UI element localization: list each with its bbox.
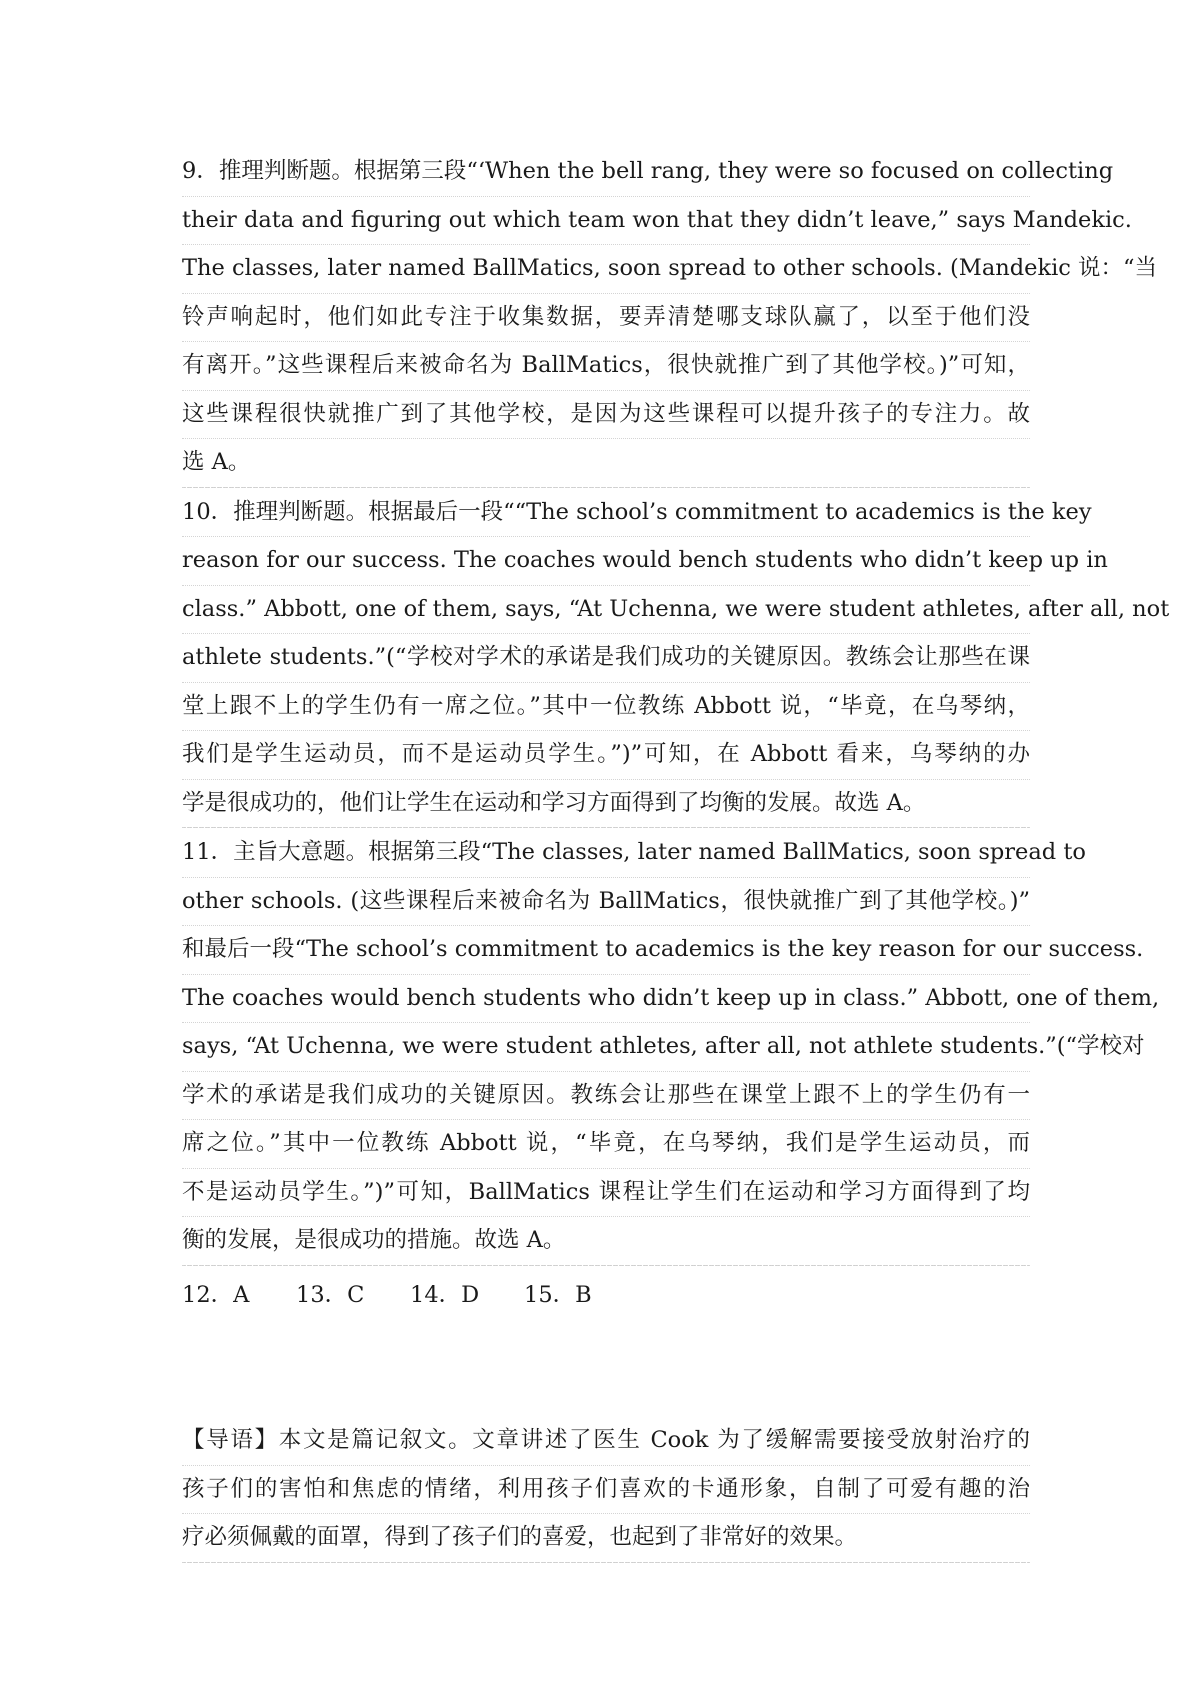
text-line: The coaches would bench students who didn’t keep up in class.” Abbott, one of them, xyxy=(182,975,1030,1024)
text-line: 不是运动员学生。”)”可知，BallMatics 课程让学生们在运动和学习方面得到了均 xyxy=(182,1169,1030,1218)
text-line: reason for our success. The coaches would bench students who didn’t keep up in xyxy=(182,537,1030,586)
answer-key-row xyxy=(182,1272,1030,1320)
text-line: 选 A。 xyxy=(182,439,1030,488)
text-line: their data and figuring out which team won that they didn’t leave,” says Mandekic. xyxy=(182,197,1030,246)
text-line: The classes, later named BallMatics, soon spread to other schools. (Mandekic 说：“当 xyxy=(182,245,1030,294)
text-line: 衡的发展，是很成功的措施。故选 A。 xyxy=(182,1217,1030,1266)
text-line: 我们是学生运动员，而不是运动员学生。”)”可知，在 Abbott 看来，乌琴纳的办 xyxy=(182,731,1030,780)
question-10-explanation xyxy=(182,489,1170,829)
answer-14: 14．D xyxy=(410,1281,480,1308)
answer-13: 13．C xyxy=(296,1281,365,1308)
question-11-explanation xyxy=(182,829,1160,1266)
text-line: 学是很成功的，他们让学生在运动和学习方面得到了均衡的发展。故选 A。 xyxy=(182,780,1030,829)
text-line: 堂上跟不上的学生仍有一席之位。”其中一位教练 Abbott 说，“毕竟，在乌琴纳， xyxy=(182,683,1030,732)
text-line: 这些课程很快就推广到了其他学校，是因为这些课程可以提升孩子的专注力。故 xyxy=(182,391,1030,440)
text-line: 有离开。”这些课程后来被命名为 BallMatics，很快就推广到了其他学校。)”可知， xyxy=(182,342,1030,391)
answer-12: 12．A xyxy=(182,1281,250,1308)
question-9-explanation xyxy=(182,148,1158,488)
document-content xyxy=(182,148,1170,1563)
text-line: other schools. (这些课程后来被命名为 BallMatics，很快就推广到了其他学校。)” xyxy=(182,878,1030,927)
text-line: 10．推理判断题。根据最后一段““The school’s commitment to academics is the key xyxy=(182,489,1030,538)
text-line: 席之位。”其中一位教练 Abbott 说，“毕竟，在乌琴纳，我们是学生运动员，而 xyxy=(182,1120,1030,1169)
text-line: 孩子们的害怕和焦虑的情绪，利用孩子们喜欢的卡通形象，自制了可爱有趣的治 xyxy=(182,1466,1030,1515)
text-line: class.” Abbott, one of them, says, “At Uchenna, we were student athletes, after all, not xyxy=(182,586,1030,635)
text-line: 学术的承诺是我们成功的关键原因。教练会让那些在课堂上跟不上的学生仍有一 xyxy=(182,1072,1030,1121)
text-line: says, “At Uchenna, we were student athletes, after all, not athlete students.”(“学校对 xyxy=(182,1023,1030,1072)
text-line: 【导语】本文是篇记叙文。文章讲述了医生 Cook 为了缓解需要接受放射治疗的 xyxy=(182,1417,1030,1466)
text-line: 和最后一段“The school’s commitment to academics is the key reason for our success. xyxy=(182,926,1030,975)
answer-15: 15．B xyxy=(524,1281,592,1308)
text-line: 11．主旨大意题。根据第三段“The classes, later named BallMatics, soon spread to xyxy=(182,829,1030,878)
text-line: 疗必须佩戴的面罩，得到了孩子们的喜爱，也起到了非常好的效果。 xyxy=(182,1514,1030,1563)
text-line: athlete students.”(“学校对学术的承诺是我们成功的关键原因。教练会让那些在课 xyxy=(182,634,1030,683)
text-line: 铃声响起时，他们如此专注于收集数据，要弄清楚哪支球队赢了，以至于他们没 xyxy=(182,294,1030,343)
passage-intro xyxy=(182,1417,1030,1563)
text-line: 9．推理判断题。根据第三段“‘When the bell rang, they were so focused on collecting xyxy=(182,148,1030,197)
